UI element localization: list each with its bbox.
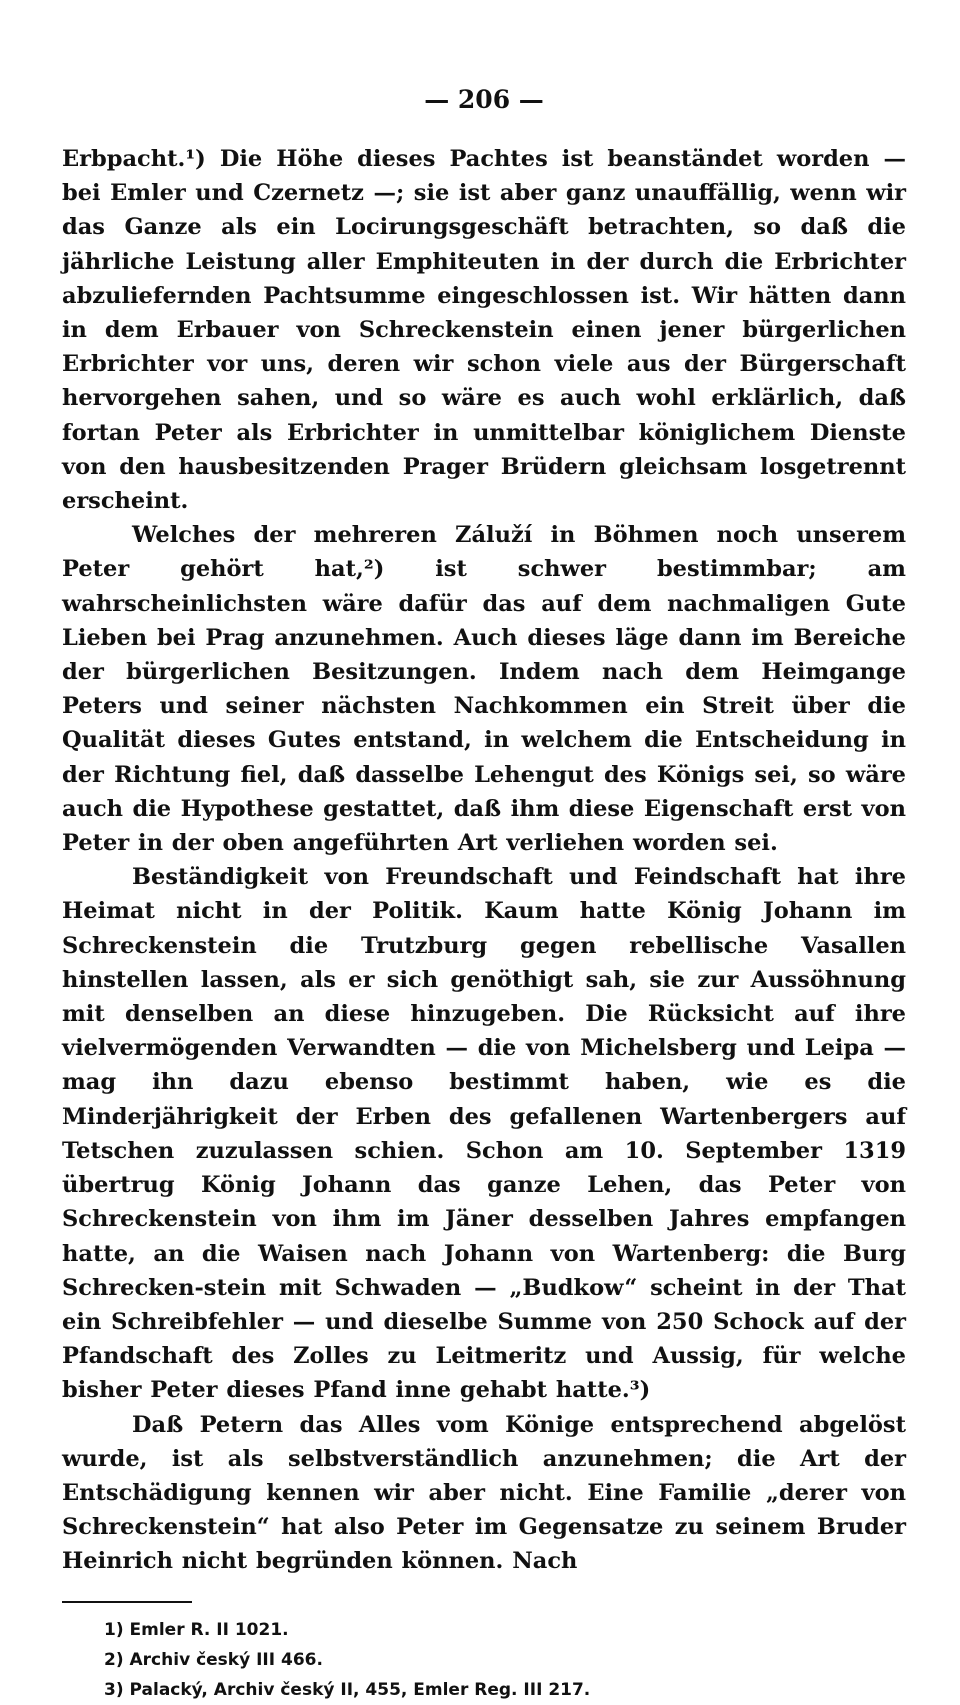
body-text	[62, 142, 906, 1579]
paragraph: Beständigkeit von Freundschaft und Feindschaft hat ihre Heimat nicht in der Politik. Kaum hatte König Johann im Schreckenstein die Trutzburg gegen rebellische Vasallen hinstellen lassen, als er sich genöthigt sah, sie zur Aussöhnung mit denselben an diese hinzugeben. Die Rücksicht auf ihre vielvermögenden Verwandten — die von Michelsberg und Leipa — mag ihn dazu ebenso bestimmt haben, wie es die Minderjährigkeit der Erben des gefallenen Wartenbergers auf Tetschen zuzulassen schien. Schon am 10. September 1319 übertrug König Johann das ganze Lehen, das Peter von Schreckenstein von ihm im Jäner desselben Jahres empfangen hatte, an die Waisen nach Johann von Wartenberg: die Burg Schrecken-stein mit Schwaden — „Budkow“ scheint in der That ein Schreibfehler — und dieselbe Summe von 250 Schock auf der Pfandschaft des Zolles zu Leitmeritz und Aussig, für welche bisher Peter dieses Pfand inne gehabt hatte.³)	[62, 864, 906, 1404]
footnote-divider	[62, 1601, 192, 1603]
page-number: — 206 —	[424, 85, 544, 114]
footnote-3: 3) Palacký, Archiv český II, 455, Emler Reg. III 217.	[104, 1679, 591, 1700]
footnote-2: 2) Archiv český III 466.	[104, 1649, 323, 1670]
paragraph: Daß Petern das Alles vom Könige entsprechend abgelöst wurde, ist als selbstverständlich anzunehmen; die Art der Entschädigung kennen wir aber nicht. Eine Familie „derer von Schreckenstein“ hat also Peter im Gegensatze zu seinem Bruder Heinrich nicht begründen können. Nach	[62, 1411, 906, 1575]
footnote-1: 1) Emler R. II 1021.	[104, 1619, 289, 1640]
footnotes	[62, 1615, 906, 1705]
paragraph: Welches der mehreren Záluží in Böhmen noch unserem Peter gehört hat,²) ist schwer bestimmbar; am wahrscheinlichsten wäre dafür das auf dem nachmaligen Gute Lieben bei Prag anzunehmen. Auch dieses läge dann im Bereiche der bürgerlichen Besitzungen. Indem nach dem Heimgange Peters und seiner nächsten Nachkommen ein Streit über die Qualität dieses Gutes entstand, in welchem die Entscheidung in der Richtung fiel, daß dasselbe Lehengut des Königs sei, so wäre auch die Hypothese gestattet, daß ihm diese Eigenschaft erst von Peter in der oben angeführten Art verliehen worden sei.	[62, 522, 906, 857]
paragraph: Erbpacht.¹) Die Höhe dieses Pachtes ist beanständet worden — bei Emler und Czernetz —; sie ist aber ganz unauffällig, wenn wir das Ganze als ein Locirungsgeschäft betrachten, so daß die jährliche Leistung aller Emphiteuten in der durch die Erbrichter abzuliefernden Pachtsumme eingeschlossen ist. Wir hätten dann in dem Erbauer von Schreckenstein einen jener bürgerlichen Erbrichter vor uns, deren wir schon viele aus der Bürgerschaft hervorgehen sahen, und so wäre es auch wohl erklärlich, daß fortan Peter als Erbrichter in unmittelbar königlichem Dienste von den hausbesitzenden Prager Brüdern gleichsam losgetrennt erscheint.	[62, 146, 906, 515]
document-page	[62, 80, 906, 1705]
